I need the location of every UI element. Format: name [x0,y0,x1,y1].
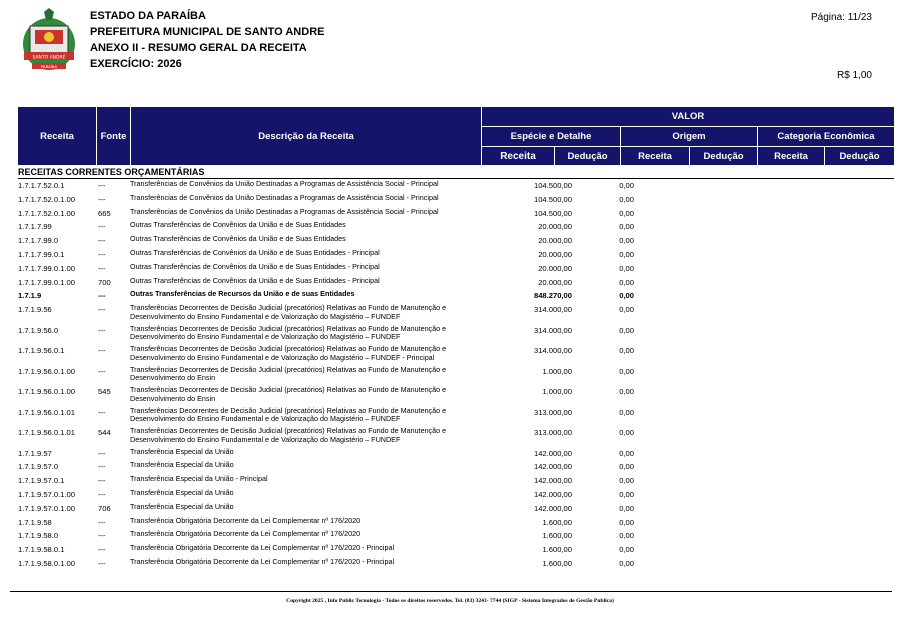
receita-value: 1.600,00 [542,559,572,569]
fonte-code: --- [98,531,106,541]
table-row [18,180,894,194]
table-row [18,503,894,517]
revenue-description: Transferências Decorrentes de Decisão Judicial (precatórios) Relativas ao Fundo de Manutenção e Desenvolvimento do Ensino Fundamental e de Valorização do Magistério – FUNDEF [130,303,447,321]
deducao-value: 0,00 [619,366,634,376]
document-header [90,8,324,72]
receita-code: 1.7.1.7.52.0.1.00 [18,208,76,218]
receita-value: 20.000,00 [538,249,572,259]
deducao-value: 0,00 [619,503,634,513]
deducao-value: 0,00 [619,263,634,273]
receita-value: 1.600,00 [542,545,572,555]
table-row [18,194,894,208]
col-header-especie-receita: Receita [482,147,554,165]
deducao-value: 0,00 [619,387,634,397]
fonte-code: --- [98,291,106,301]
fonte-code: --- [98,346,106,356]
currency-unit: R$ 1,00 [836,70,872,81]
revenue-description: Transferência Obrigatória Decorrente da Lei Complementar nº 176/2020 [130,515,361,525]
receita-code: 1.7.1.9.56.0 [18,325,59,335]
section-title: RECEITAS CORRENTES ORÇAMENTÁRIAS [18,167,894,179]
fonte-code: --- [98,448,106,458]
state-name: ESTADO DA PARAÍBA [90,10,206,22]
revenue-table-body [18,180,894,572]
receita-value: 314.000,00 [533,325,572,335]
revenue-description: Transferência Especial da União [130,460,234,470]
col-header-especie-deducao: Dedução [555,147,620,165]
fonte-code: --- [98,407,106,417]
revenue-description: Transferência Especial da União [130,488,234,498]
receita-value: 20.000,00 [538,277,572,287]
table-row [18,304,894,325]
fonte-code: 545 [98,387,111,397]
revenue-description: Transferências de Convênios da União Destinadas a Programas de Assistência Social - Principal [130,206,439,216]
receita-value: 848.270,00 [533,291,572,301]
col-header-fonte: Fonte [97,107,130,165]
table-row [18,263,894,277]
table-row [18,345,894,366]
receita-code: 1.7.1.7.99.0.1.00 [18,263,76,273]
fonte-code: --- [98,325,106,335]
fonte-code: --- [98,305,106,315]
deducao-value: 0,00 [619,249,634,259]
fonte-code: --- [98,476,106,486]
table-row [18,407,894,428]
revenue-description: Outras Transferências de Convênios da União e de Suas Entidades [130,234,346,244]
fonte-code: 665 [98,208,111,218]
table-row [18,235,894,249]
receita-code: 1.7.1.9.57 [18,448,52,458]
table-row [18,475,894,489]
deducao-value: 0,00 [619,236,634,246]
logo-text-bottom: PARAÍBA [40,64,58,69]
footer-copyright: Copyright 2025 , Info Public Tecnologia - Todos os direitos reservedos. Tel. (83) 3243- 7744 (SIGP - Sistema Integrados de Gestão Publica) [286,598,614,604]
deducao-value: 0,00 [619,407,634,417]
fonte-code: --- [98,559,106,569]
receita-code: 1.7.1.9.57.0 [18,462,59,472]
footer-divider [10,591,892,592]
col-header-categoria: Categoria Econômica [758,127,894,146]
fonte-code: --- [98,462,106,472]
receita-code: 1.7.1.9.57.0.1.00 [18,503,76,513]
deducao-value: 0,00 [619,559,634,569]
receita-code: 1.7.1.9.56 [18,305,52,315]
deducao-value: 0,00 [619,517,634,527]
col-header-valor: VALOR [482,107,894,126]
receita-value: 313.000,00 [533,428,572,438]
deducao-value: 0,00 [619,194,634,204]
receita-code: 1.7.1.9 [18,291,42,301]
col-header-origem-deducao: Dedução [690,147,757,165]
revenue-description: Outras Transferências de Recursos da União e de suas Entidades [130,289,355,299]
table-row [18,530,894,544]
deducao-value: 0,00 [619,476,634,486]
receita-value: 104.500,00 [533,208,572,218]
annex-title: ANEXO II - RESUMO GERAL DA RECEITA [90,42,307,54]
revenue-description: Transferências Decorrentes de Decisão Judicial (precatórios) Relativas ao Fundo de Manutenção e Desenvolvimento do Ensino Fundamental e de Valorização do Magistério – FUNDEF - Principal [130,344,447,362]
receita-code: 1.7.1.9.58.0.1.00 [18,559,76,569]
receita-value: 1.600,00 [542,517,572,527]
revenue-description: Transferências Decorrentes de Decisão Judicial (precatórios) Relativas ao Fundo de Manutenção e Desenvolvimento do Ensino Fundamental e de Valorização do Magistério – FUNDEF [130,405,447,424]
receita-code: 1.7.1.9.58.0 [18,531,59,541]
receita-code: 1.7.1.7.99.0 [18,236,59,246]
revenue-description: Transferências de Convênios da União Destinadas a Programas de Assistência Social - Principal [130,179,439,188]
receita-code: 1.7.1.9.57.0.1 [18,476,65,486]
table-row [18,461,894,475]
revenue-description: Transferências Decorrentes de Decisão Judicial (precatórios) Relativas ao Fundo de Manutenção e Desenvolvimento do Ensino Fundamental e de Valorização do Magistério – FUNDEF [130,323,447,342]
receita-value: 104.500,00 [533,181,572,190]
fonte-code: --- [98,490,106,500]
deducao-value: 0,00 [619,181,634,190]
col-header-categoria-deducao: Dedução [825,147,894,165]
col-header-categoria-receita: Receita [758,147,824,165]
fonte-code: --- [98,236,106,246]
receita-value: 1.000,00 [542,387,572,397]
col-header-origem: Origem [621,127,757,146]
revenue-description: Outras Transferências de Convênios da União e de Suas Entidades - Principal [130,275,380,285]
table-row [18,386,894,407]
deducao-value: 0,00 [619,305,634,315]
receita-value: 20.000,00 [538,263,572,273]
receita-code: 1.7.1.9.56.0.1.01 [18,407,76,417]
fonte-code: 544 [98,428,111,438]
fonte-code: --- [98,545,106,555]
table-row [18,544,894,558]
logo-text-top: SANTO ANDRÉ [32,55,66,61]
deducao-value: 0,00 [619,448,634,458]
municipality-name: PREFEITURA MUNICIPAL DE SANTO ANDRE [90,26,325,38]
receita-value: 1.600,00 [542,531,572,541]
receita-code: 1.7.1.7.99.0.1 [18,249,65,259]
deducao-value: 0,00 [619,531,634,541]
deducao-value: 0,00 [619,462,634,472]
table-row [18,558,894,572]
table-row [18,290,894,304]
revenue-description: Transferência Obrigatória Decorrente da Lei Complementar nº 176/2020 - Principal [130,543,395,553]
table-row [18,221,894,235]
revenue-description: Transferência Obrigatória Decorrente da Lei Complementar nº 176/2020 [130,529,361,539]
receita-value: 142.000,00 [533,448,572,458]
table-row [18,489,894,503]
receita-value: 20.000,00 [538,222,572,232]
deducao-value: 0,00 [619,222,634,232]
receita-code: 1.7.1.9.56.0.1 [18,346,65,356]
fonte-code: 700 [98,277,111,287]
revenue-description: Outras Transferências de Convênios da União e de Suas Entidades - Principal [130,247,380,257]
receita-code: 1.7.1.7.99.0.1.00 [18,277,76,287]
revenue-description: Transferência Especial da União - Principal [130,474,268,484]
table-row [18,325,894,346]
col-header-origem-receita: Receita [621,147,689,165]
revenue-description: Transferência Obrigatória Decorrente da Lei Complementar nº 176/2020 - Principal [130,557,395,567]
fonte-code: --- [98,249,106,259]
revenue-description: Transferências Decorrentes de Decisão Judicial (precatórios) Relativas ao Fundo de Manutenção e Desenvolvimento do Ensino Fundamental e de Valorização do Magistério – FUNDEF [130,426,447,444]
table-row [18,249,894,263]
col-header-especie: Espécie e Detalhe [482,127,620,146]
receita-value: 142.000,00 [533,503,572,513]
revenue-description: Transferências Decorrentes de Decisão Judicial (precatórios) Relativas ao Fundo de Manutenção e Desenvolvimento do Ensin [130,364,447,383]
deducao-value: 0,00 [619,291,634,301]
table-row [18,208,894,222]
table-row [18,427,894,448]
receita-value: 142.000,00 [533,490,572,500]
fonte-code: --- [98,263,106,273]
deducao-value: 0,00 [619,428,634,438]
revenue-description: Outras Transferências de Convênios da União e de Suas Entidades [130,220,346,230]
page-number: Página: 11/23 [811,12,872,23]
revenue-description: Transferência Especial da União [130,501,234,511]
col-header-descricao: Descrição da Receita [131,107,481,165]
col-header-receita: Receita [18,107,96,165]
receita-code: 1.7.1.7.99 [18,222,52,232]
receita-code: 1.7.1.9.58 [18,517,52,527]
revenue-description: Outras Transferências de Convênios da União e de Suas Entidades - Principal [130,261,380,271]
deducao-value: 0,00 [619,277,634,287]
receita-code: 1.7.1.9.58.0.1 [18,545,65,555]
coat-of-arms-logo [18,8,80,74]
deducao-value: 0,00 [619,208,634,218]
receita-value: 104.500,00 [533,194,572,204]
receita-code: 1.7.1.9.56.0.1.00 [18,366,76,376]
table-row [18,517,894,531]
fonte-code: --- [98,181,106,190]
deducao-value: 0,00 [619,490,634,500]
table-row [18,448,894,462]
exercise-year: EXERCÍCIO: 2026 [90,58,182,70]
receita-value: 1.000,00 [542,366,572,376]
table-row [18,277,894,291]
fonte-code: --- [98,517,106,527]
receita-value: 314.000,00 [533,305,572,315]
deducao-value: 0,00 [619,325,634,335]
receita-code: 1.7.1.9.57.0.1.00 [18,490,76,500]
fonte-code: 706 [98,503,111,513]
fonte-code: --- [98,222,106,232]
table-row [18,366,894,387]
receita-value: 313.000,00 [533,407,572,417]
deducao-value: 0,00 [619,346,634,356]
receita-code: 1.7.1.7.52.0.1.00 [18,194,76,204]
deducao-value: 0,00 [619,545,634,555]
revenue-description: Transferências de Convênios da União Destinadas a Programas de Assistência Social - Principal [130,192,439,202]
fonte-code: --- [98,366,106,376]
receita-value: 20.000,00 [538,236,572,246]
receita-code: 1.7.1.9.56.0.1.01 [18,428,76,438]
revenue-description: Transferência Especial da União [130,446,234,456]
receita-code: 1.7.1.7.52.0.1 [18,181,65,190]
fonte-code: --- [98,194,106,204]
receita-code: 1.7.1.9.56.0.1.00 [18,387,76,397]
receita-value: 314.000,00 [533,346,572,356]
receita-value: 142.000,00 [533,462,572,472]
receita-value: 142.000,00 [533,476,572,486]
revenue-description: Transferências Decorrentes de Decisão Judicial (precatórios) Relativas ao Fundo de Manutenção e Desenvolvimento do Ensin [130,385,447,403]
